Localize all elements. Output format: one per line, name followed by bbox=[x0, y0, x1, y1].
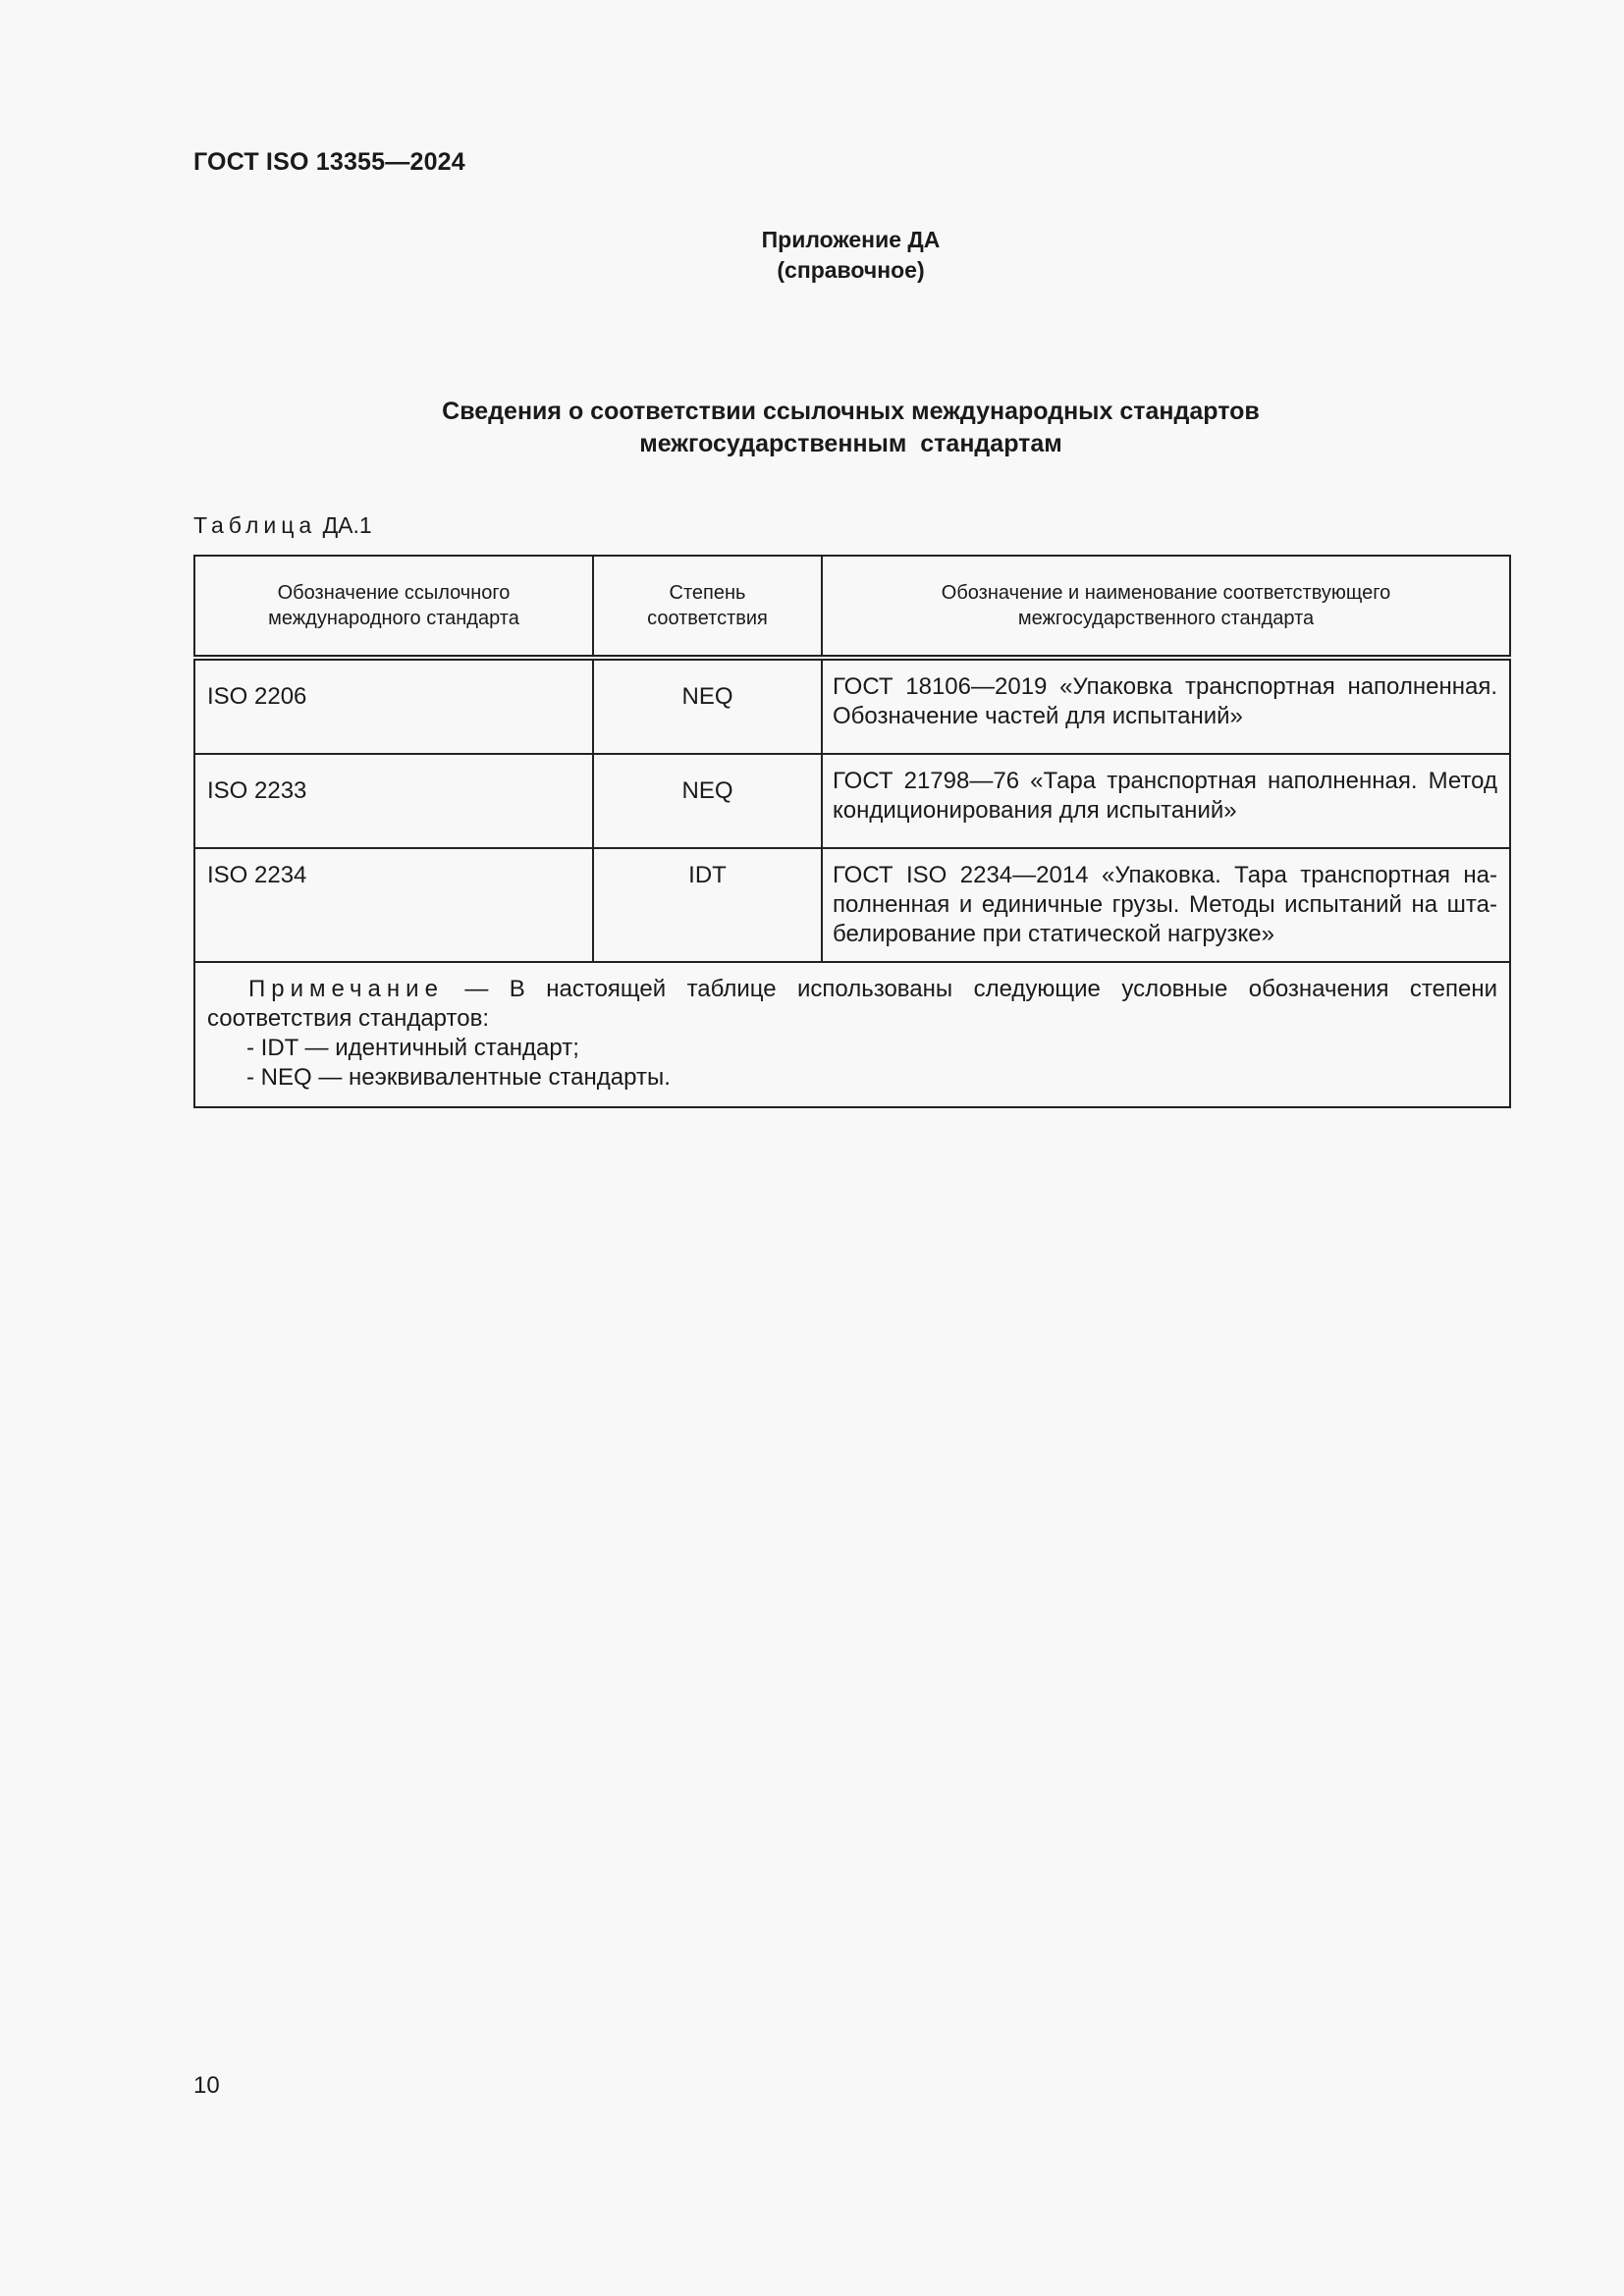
standards-correspondence-table bbox=[193, 555, 1511, 1108]
degree-cell: NEQ bbox=[593, 754, 822, 848]
degree-cell: IDT bbox=[593, 848, 822, 962]
note-text: — В настоящей таблице использованы следующие условные обозначения степени соответствия стандартов: bbox=[207, 976, 1497, 1032]
header-national-standard: Обозначение и наименование соответствующего межгосударственного стандарта bbox=[822, 556, 1510, 658]
section-title-line-2: межгосударственным стандартам bbox=[639, 430, 1062, 457]
national-standard-cell: ГОСТ 21798—76 «Тара транспортная наполненная. Метод кондиционирования для испытаний» bbox=[822, 754, 1510, 848]
table-header-row bbox=[194, 556, 1510, 658]
annex-heading bbox=[0, 225, 1624, 286]
annex-subtitle: (справочное) bbox=[777, 257, 925, 283]
table-note bbox=[194, 962, 1510, 1107]
annex-title: Приложение ДА bbox=[761, 227, 941, 252]
note-label: Примечание bbox=[248, 976, 444, 1002]
reference-standard-cell: ISO 2206 bbox=[194, 658, 593, 754]
section-title bbox=[0, 396, 1624, 460]
header-degree: Степень соответствия bbox=[593, 556, 822, 658]
document-header: ГОСТ ISO 13355—2024 bbox=[193, 148, 465, 176]
reference-standard-cell: ISO 2234 bbox=[194, 848, 593, 962]
table-row bbox=[194, 848, 1510, 962]
section-title-line-1: Сведения о соответствии ссылочных международных стандартов bbox=[442, 398, 1260, 425]
note-intro bbox=[207, 975, 1497, 1034]
header-reference-standard: Обозначение ссылочного международного стандарта bbox=[194, 556, 593, 658]
national-standard-cell: ГОСТ ISO 2234—2014 «Упаковка. Тара транспортная наполненная и единичные грузы. Методы испытаний на штабелирование при статической нагрузке» bbox=[822, 848, 1510, 962]
table-row bbox=[194, 658, 1510, 754]
degree-cell: NEQ bbox=[593, 658, 822, 754]
note-list-item: - IDT — идентичный стандарт; bbox=[246, 1035, 579, 1061]
table-caption bbox=[193, 512, 372, 539]
national-standard-cell: ГОСТ 18106—2019 «Упаковка транспортная наполненная. Обозначение частей для испытаний» bbox=[822, 658, 1510, 754]
table-caption-number: ДА.1 bbox=[322, 512, 372, 538]
table-note-row bbox=[194, 962, 1510, 1107]
table-caption-word: Таблица bbox=[193, 512, 317, 538]
note-list-item: - NEQ — неэквивалентные стандарты. bbox=[246, 1064, 671, 1091]
page-number: 10 bbox=[193, 2072, 220, 2099]
table-row bbox=[194, 754, 1510, 848]
reference-standard-cell: ISO 2233 bbox=[194, 754, 593, 848]
